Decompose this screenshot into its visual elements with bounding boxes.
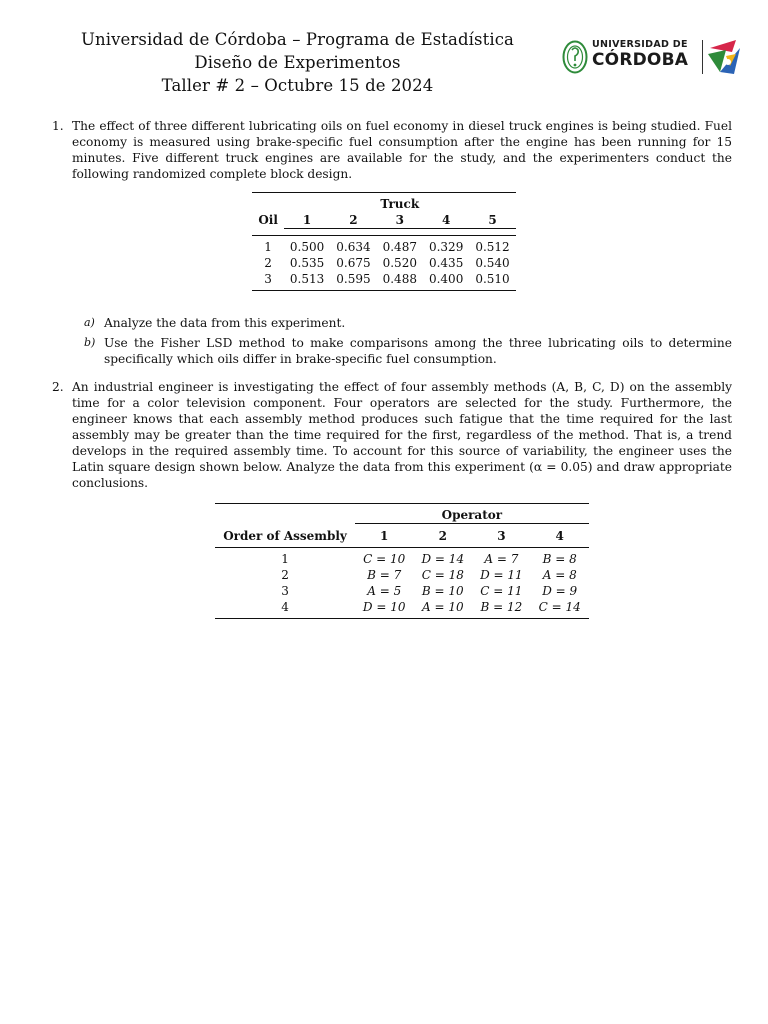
table-row bbox=[252, 271, 515, 291]
table-cell: B = 10 bbox=[421, 584, 464, 598]
course-title: Diseño de Experimentos bbox=[194, 53, 401, 72]
table-header-row bbox=[252, 193, 515, 213]
sub-question-b bbox=[72, 335, 732, 367]
table-cell: 0.500 bbox=[289, 240, 325, 254]
column-header-row bbox=[252, 212, 515, 229]
table-cell: 0.488 bbox=[377, 271, 423, 291]
logo-top-text: UNIVERSIDAD DE bbox=[592, 39, 688, 50]
table-cell: A = 5 bbox=[367, 584, 402, 598]
table-cell: 0.675 bbox=[336, 256, 371, 270]
table-cell: 0.634 bbox=[336, 240, 371, 254]
table-row bbox=[215, 548, 589, 568]
worksheet-body bbox=[52, 118, 732, 619]
sub-question-text: Analyze the data from this experiment. bbox=[104, 316, 346, 330]
column-header: 1 bbox=[284, 212, 330, 229]
table-cell: 0.540 bbox=[475, 256, 510, 270]
sub-question-label: b) bbox=[84, 336, 96, 349]
problem-1 bbox=[52, 118, 732, 367]
row-label: 4 bbox=[215, 599, 355, 619]
table-cell: 0.329 bbox=[428, 240, 464, 254]
table-cell: 0.487 bbox=[382, 240, 417, 254]
table-cell: D = 11 bbox=[480, 568, 523, 582]
table-cell: 0.535 bbox=[289, 256, 325, 270]
table-cell: C = 18 bbox=[421, 568, 464, 582]
table-cell: B = 7 bbox=[367, 568, 402, 582]
row-label: 3 bbox=[252, 271, 284, 291]
table-cell: D = 9 bbox=[542, 584, 578, 598]
sub-question-label: a) bbox=[84, 316, 95, 329]
university-logo bbox=[562, 38, 744, 78]
row-label: 1 bbox=[264, 240, 272, 254]
table-cell: D = 14 bbox=[421, 552, 465, 566]
row-header: Oil bbox=[258, 213, 278, 228]
problem-statement: The effect of three different lubricating oils on fuel economy in diesel truck engines is being studied. Fuel economy is measured using brake-specific fuel consumption after the engine has been running for 15 minutes. Five different truck engines are available for the study, and the experimenters conduct the following randomized complete block design. bbox=[72, 119, 732, 181]
problem-number: 2. bbox=[52, 380, 64, 394]
logo-wordmark bbox=[592, 40, 688, 69]
table-container bbox=[72, 503, 732, 619]
table-cell: 0.513 bbox=[284, 271, 330, 291]
column-header: 3 bbox=[472, 524, 531, 548]
oil-truck-table bbox=[252, 192, 515, 291]
column-header: 5 bbox=[469, 212, 515, 229]
column-header: 4 bbox=[423, 212, 469, 229]
brand-mark-icon bbox=[706, 38, 742, 76]
table-cell: 0.435 bbox=[428, 256, 464, 270]
problem-statement: An industrial engineer is investigating the effect of four assembly methods (A, B, C, D) on the assembly time for a color television component. Four operators are selected for the study. Furthermore, the engineer knows that each assembly method produces such fatigue that the time required for the last assembly may be greater than the time required for the first, regardless of the method. That is, a trend develops in the required assembly time. To account for this source of variability, the engineer uses the Latin square design shown below. Analyze the data from this experiment (α = 0.05) and draw appropriate conclusions. bbox=[72, 380, 732, 490]
table-row bbox=[215, 599, 589, 619]
logo-divider bbox=[702, 40, 703, 74]
seal-icon bbox=[562, 40, 588, 74]
table-row bbox=[215, 583, 589, 599]
table-header-row bbox=[215, 504, 589, 524]
logo-main-text: CÓRDOBA bbox=[592, 49, 689, 70]
table-cell: 0.595 bbox=[330, 271, 376, 291]
column-header: 3 bbox=[377, 212, 423, 229]
column-header: 2 bbox=[330, 212, 376, 229]
group-header: Operator bbox=[355, 504, 589, 524]
row-label: 1 bbox=[281, 552, 289, 566]
header-titles bbox=[0, 28, 595, 97]
sub-question-text: Use the Fisher LSD method to make comparisons among the three lubricating oils to determine specifically which oils differ in brake-specific fuel consumption. bbox=[104, 336, 732, 366]
latin-square-table bbox=[215, 503, 589, 619]
table-cell: C = 10 bbox=[363, 552, 406, 566]
sub-question-a bbox=[72, 315, 732, 331]
column-header: 2 bbox=[414, 524, 473, 548]
table-cell: B = 8 bbox=[542, 552, 577, 566]
table-cell: 0.512 bbox=[475, 240, 510, 254]
row-header: Order of Assembly bbox=[215, 524, 355, 548]
row-label: 2 bbox=[264, 256, 272, 270]
table-cell: 0.400 bbox=[423, 271, 469, 291]
problem-number: 1. bbox=[52, 119, 64, 133]
assignment-title: Taller # 2 – Octubre 15 de 2024 bbox=[161, 76, 434, 95]
column-header-row bbox=[215, 524, 589, 548]
column-header: 4 bbox=[531, 524, 589, 548]
page-header bbox=[0, 0, 768, 110]
table-container bbox=[72, 192, 732, 291]
table-cell: C = 11 bbox=[480, 584, 523, 598]
table-cell: 0.510 bbox=[469, 271, 515, 291]
group-header: Truck bbox=[284, 193, 516, 213]
table-cell: 0.520 bbox=[382, 256, 417, 270]
column-header: 1 bbox=[355, 524, 414, 548]
table-row bbox=[252, 255, 515, 271]
table-cell: A = 7 bbox=[484, 552, 519, 566]
row-label: 3 bbox=[281, 584, 289, 598]
table-cell: A = 8 bbox=[542, 568, 577, 582]
table-cell: D = 10 bbox=[355, 599, 414, 619]
table-row bbox=[252, 236, 515, 256]
university-title: Universidad de Córdoba – Programa de Estadística bbox=[81, 30, 514, 49]
table-cell: B = 12 bbox=[472, 599, 531, 619]
table-cell: C = 14 bbox=[531, 599, 589, 619]
table-cell: A = 10 bbox=[414, 599, 473, 619]
problem-2 bbox=[52, 379, 732, 619]
row-label: 2 bbox=[281, 568, 289, 582]
table-row bbox=[215, 567, 589, 583]
